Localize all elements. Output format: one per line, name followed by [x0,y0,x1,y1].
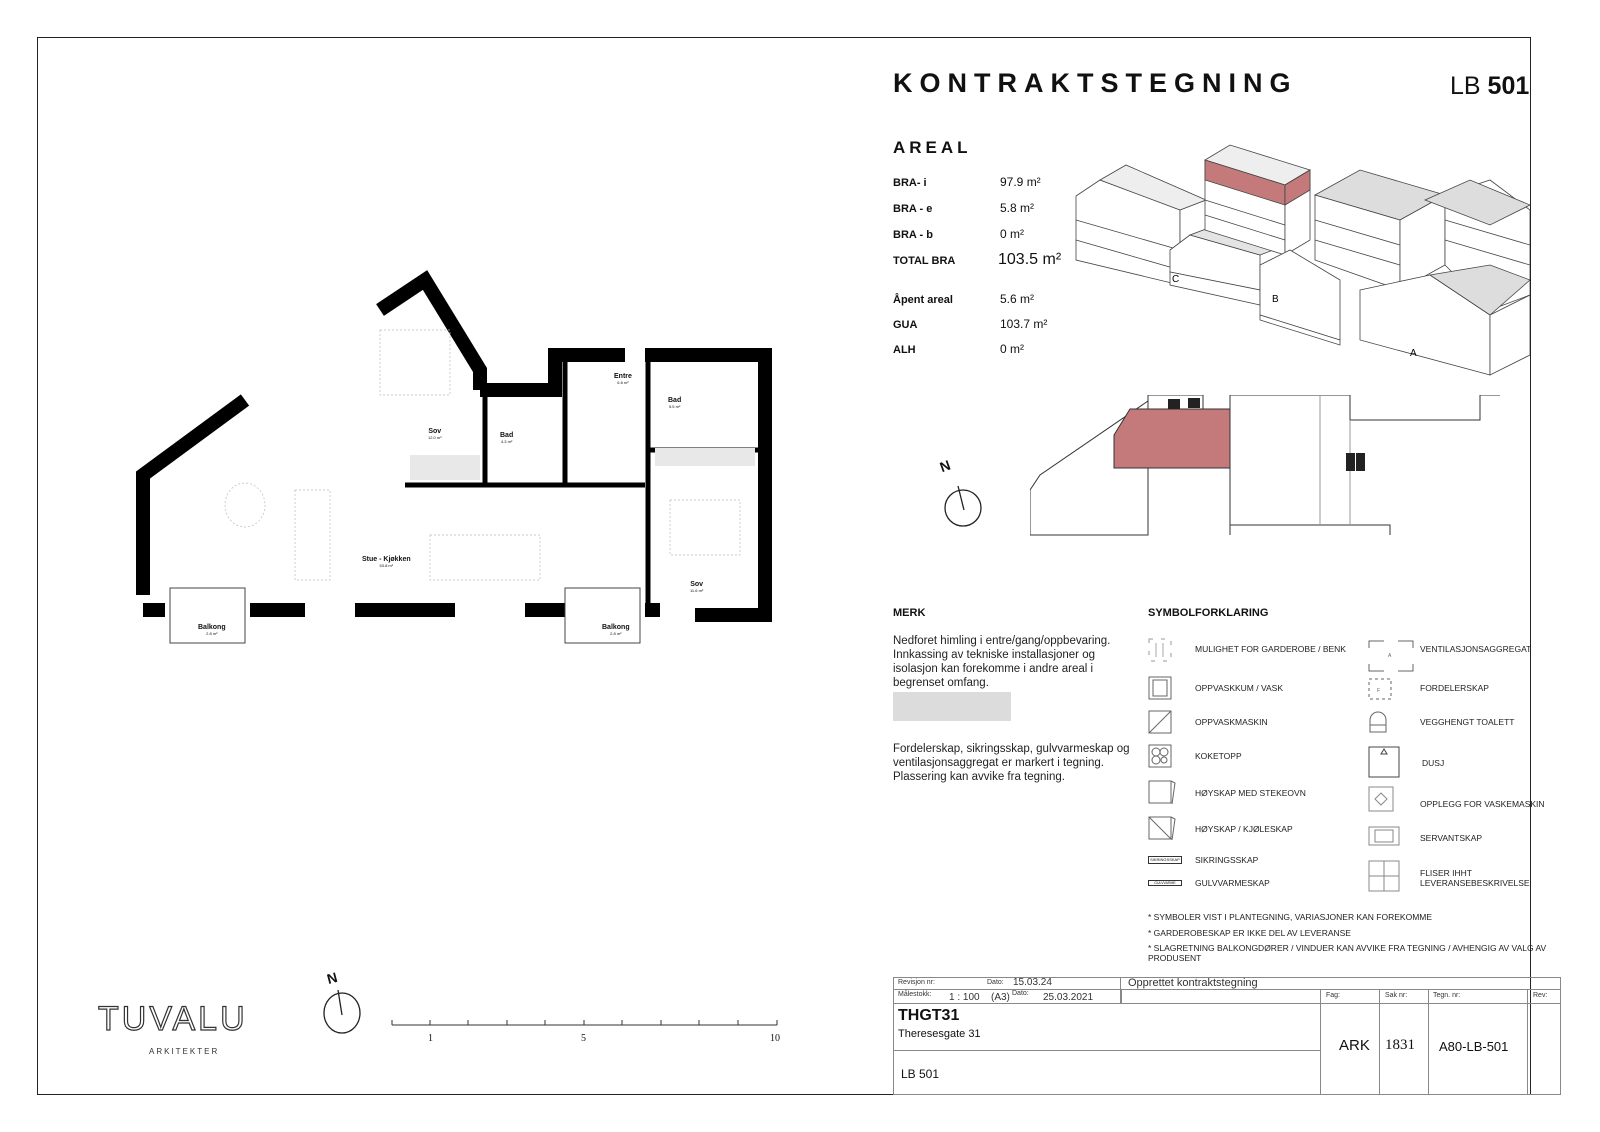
room-label-sov-2: Sov 11.6 m² [690,581,704,593]
project-address: Theresesgate 31 [898,1028,981,1040]
scale-tick-label: 10 [770,1033,780,1044]
oven-cabinet-icon [1148,780,1176,806]
logo-subtitle: ARKITEKTER [149,1047,220,1056]
toilet-icon [1368,710,1388,734]
scale-value: 1 : 100 [949,992,980,1003]
symbol-label: GULVVARMESKAP [1195,878,1270,888]
lowered-ceiling-swatch [893,692,1011,721]
symbol-label: SERVANTSKAP [1420,833,1483,843]
paper-size: (A3) [991,992,1010,1003]
area-value: 5.8 m² [1000,201,1035,215]
symbol-label: VENTILASJONSAGGREGAT [1420,644,1532,654]
vanity-icon [1368,826,1400,846]
svg-text:F: F [1377,688,1381,694]
distribution-cabinet-icon [1368,678,1392,700]
room-label-bad-2: Bad 5.5 m² [668,397,682,409]
symbol-label: VEGGHENGT TOALETT [1420,717,1515,727]
revision-label: Revisjon nr: [898,979,935,986]
dishwasher-icon [1148,710,1172,734]
symbol-label: HØYSKAP / KJØLESKAP [1195,824,1293,834]
scale-label: Målestokk: [898,991,932,998]
area-value-total: 103.5 m² [998,251,1062,268]
sink-icon [1148,676,1172,700]
room-label-stue-kjokken: Stue - Kjøkken 53.8 m² [362,556,411,568]
building-label-c: C [1172,274,1180,285]
symbol-label: FORDELERSKAP [1420,683,1489,693]
merk-title: MERK [893,607,926,619]
symbol-label: SIKRINGSSKAP [1195,855,1259,865]
fridge-cabinet-icon [1148,816,1176,842]
fag-label: Fag: [1326,992,1341,999]
floor-heating-icon: GULVVARME [1148,880,1182,886]
ventilation-unit-icon [1368,640,1414,672]
area-label: ALH [893,344,916,356]
north-label: N [325,968,340,988]
merk-text-2: Fordelerskap, sikringsskap, gulvvarmeskap og ventilasjonsaggregat er markert i tegning. Plassering kan avvike fra tegning. [893,743,1130,783]
date-label: Dato: [1012,990,1029,997]
rev-date: 15.03.24 [1013,977,1052,988]
area-label: TOTAL BRA [893,255,956,267]
area-label: BRA- i [893,177,927,189]
area-label: BRA - e [893,203,933,215]
north-label: N [937,456,953,476]
scale-bar [390,1015,780,1029]
scale-tick-label: 5 [581,1033,586,1044]
symbol-label: OPPLEGG FOR VASKEMASKIN [1420,799,1545,809]
rev-description: Opprettet kontraktstegning [1128,977,1258,989]
tiles-icon [1368,860,1400,892]
symbol-label: MULIGHET FOR GARDEROBE / BENK [1195,644,1346,654]
tegn-label: Tegn. nr: [1433,992,1461,999]
building-label-a: A [1410,348,1417,359]
area-value: 103.7 m² [1000,317,1048,331]
wardrobe-icon [1148,638,1172,662]
site-plan [1030,395,1500,540]
rev-col-label: Rev: [1533,992,1548,999]
cooktop-icon [1148,744,1172,768]
area-value: 0 m² [1000,342,1024,356]
area-label: Åpent areal [893,294,953,306]
shower-icon [1368,746,1400,778]
north-arrow-icon [940,478,986,528]
area-label: BRA - b [893,229,933,241]
fuse-box-icon: SIKRINGSSKAP [1148,856,1182,864]
merk-text-1: Nedforet himling i entre/gang/oppbevaring. Innkassing av tekniske installasjoner og isolasjon kan forekomme i andre areal i begrenset omfang. [893,635,1111,689]
room-label-bad-1: Bad 4.3 m² [500,432,514,444]
date-value: 25.03.2021 [1043,992,1094,1003]
svg-text:A: A [1388,653,1392,659]
north-arrow-icon [320,985,366,1035]
symbol-legend-title: SYMBOLFORKLARING [1148,607,1269,619]
scale-tick-label: 1 [428,1033,433,1044]
area-value: 0 m² [1000,227,1024,241]
area-value: 5.6 m² [1000,292,1035,306]
room-label-balkong-2: Balkong 2.8 m² [602,624,630,636]
area-label: GUA [893,319,918,331]
fag-value: ARK [1339,1037,1370,1054]
title-block [893,977,1561,1095]
rev-date-label: Dato: [987,979,1004,986]
legend-note: * SYMBOLER VIST I PLANTEGNING, VARIASJONER KAN FOREKOMME [1148,912,1433,922]
sak-value: 1831 [1385,1037,1415,1053]
room-label-sov-1: Sov 12.0 m² [428,428,442,440]
page-title: KONTRAKTSTEGNING [893,68,1298,98]
symbol-label: KOKETOPP [1195,751,1242,761]
floor-plan [135,270,785,660]
unit-code: LB 501 [1450,72,1530,100]
legend-note: * SLAGRETNING BALKONGDØRER / VINDUER KAN AVVIKE FRA TEGNING / AVHENGIG AV VALG AV PRODUSENT [1148,943,1547,963]
tegn-value: A80-LB-501 [1439,1039,1509,1054]
legend-note: * GARDEROBESKAP ER IKKE DEL AV LEVERANSE [1148,928,1351,938]
unit-label: LB 501 [901,1067,940,1081]
tuvalu-logo: TUVALU [98,1000,248,1038]
room-label-entre: Entre 6.6 m² [614,373,632,385]
project-name: THGT31 [898,1007,960,1024]
washer-hookup-icon [1368,786,1394,812]
symbol-label: OPPVASKMASKIN [1195,717,1268,727]
symbol-label: OPPVASKKUM / VASK [1195,683,1284,693]
building-label-b: B [1272,294,1279,305]
areal-heading: AREAL [893,138,972,157]
area-value: 97.9 m² [1000,175,1041,189]
sak-label: Sak nr: [1385,992,1408,999]
room-label-balkong-1: Balkong 2.8 m² [198,624,226,636]
symbol-label: DUSJ [1422,758,1445,768]
symbol-label: HØYSKAP MED STEKEOVN [1195,788,1306,798]
symbol-label: FLISER IHHT LEVERANSEBESKRIVELSE [1420,868,1530,888]
building-isometric-diagram [1070,140,1530,380]
